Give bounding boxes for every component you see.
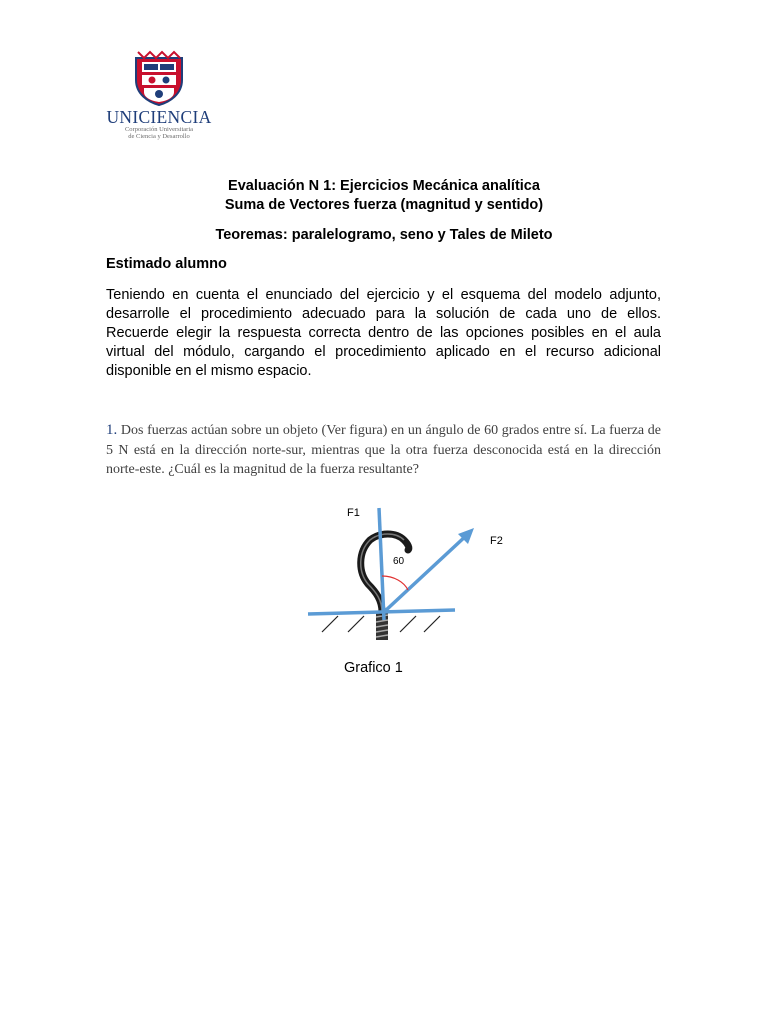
screw-icon [376,612,388,640]
logo-name: UNICIENCIA [106,107,212,127]
greeting: Estimado alumno [106,256,227,272]
f2-label: F2 [490,535,503,547]
logo-subtitle-line2: de Ciencia y Desarrollo [128,133,190,140]
f1-label: F1 [347,507,360,519]
angle-label: 60 [393,556,405,567]
force-diagram [300,500,520,650]
problem-number: 1. [106,422,118,438]
problem-statement [106,421,661,480]
ground-line [308,610,455,614]
logo-subtitle-line1: Corporación Universitaria [124,126,194,133]
page-title-line2: Suma de Vectores fuerza (magnitud y sentido) [224,197,544,213]
intro-paragraph: Teniendo en cuenta el enunciado del ejercicio y el esquema del modelo adjunto, desarrolle el procedimiento adecuado para la solución de cada uno de ellos. Recuerde elegir la respuesta correcta dentro de las opciones posibles en el aula virtual del módulo, cargando el procedimiento aplicado en el recurso adicional disponible en el mismo espacio. [106,287,661,379]
crest-icon [130,50,188,106]
page-title-line1: Evaluación N 1: Ejercicios Mecánica analítica [228,178,540,194]
page-subtitle: Teoremas: paralelogramo, seno y Tales de Mileto [215,227,553,243]
force-diagram-svg [300,500,520,650]
f2-vector [384,534,468,612]
figure-caption: Grafico 1 [344,660,403,676]
angle-arc [382,576,408,590]
problem-text: Dos fuerzas actúan sobre un objeto (Ver figura) en un ángulo de 60 grados entre sí. La fuerza de 5 N está en la dirección norte-sur, mientras que la otra fuerza desconocida está en la dirección norte-este. ¿Cuál es la magnitud de la fuerza resultante? [106,423,661,477]
university-logo [104,50,214,150]
